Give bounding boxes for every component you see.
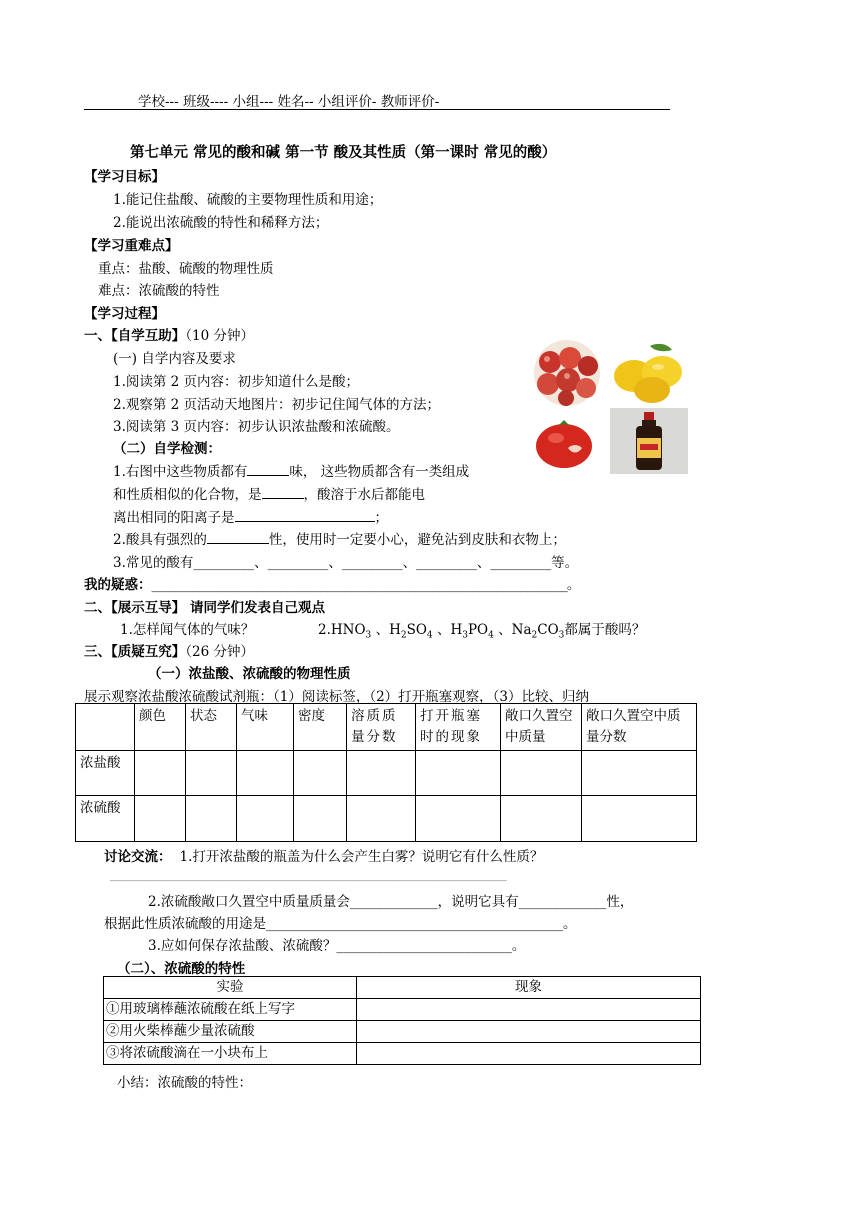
doubt-blank: _______________________________________________________________________。 xyxy=(151,577,580,593)
table-cell[interactable] xyxy=(294,751,347,796)
q1-text-d: ，酸溶于水后都能电 xyxy=(303,487,425,503)
experiment-header: 实验 xyxy=(104,977,357,999)
table-header-cell: 颜色 xyxy=(135,704,186,751)
q1-line1 xyxy=(113,460,469,480)
q2-text-b: 性，使用时一定要小心，避免沾到皮肤和衣物上； xyxy=(268,532,566,548)
table-header-row xyxy=(76,704,697,751)
table-header-cell: 敞口久置空中质量 xyxy=(501,704,582,751)
discuss-line-1 xyxy=(104,845,543,865)
part1-sub2: （二）自学检测： xyxy=(113,441,221,457)
discuss-q2b: 根据此性质浓硫酸的用途是____________________________________________。 xyxy=(104,916,577,932)
discuss-answer-line-1: ______________________________________________________________________ xyxy=(110,866,506,882)
part3-sub1: （一）浓盐酸、浓硫酸的物理性质 xyxy=(148,666,351,682)
part1-heading: 一、【自学互助】 xyxy=(84,328,186,344)
part2-heading: 二、【展示互导】 请同学们发表自己观点 xyxy=(84,600,325,616)
goals-heading: 【学习目标】 xyxy=(84,169,165,185)
phenomenon-header: 现象 xyxy=(357,977,701,999)
reading-item-2: 2.观察第 2 页活动天地图片：初步记住闻气体的方法； xyxy=(113,397,441,413)
q3-line: 3.常见的酸有_________、_________、_________、_________、_________等。 xyxy=(113,555,579,571)
table-cell[interactable] xyxy=(294,796,347,842)
part3-intro: 展示观察浓盐酸浓硫酸试剂瓶：（1）阅读标签，（2）打开瓶塞观察，（3）比较、归纳 xyxy=(84,689,590,705)
table-cell[interactable] xyxy=(237,751,294,796)
table-cell[interactable] xyxy=(582,751,697,796)
table-header-cell: 密度 xyxy=(294,704,347,751)
table-row xyxy=(76,751,697,796)
table-cell[interactable] xyxy=(186,796,237,842)
part2-q2: $2.HNO_3$ 、$H_2SO_4$ 、$H_3PO_4$ 、$Na_2CO_3$都属于酸吗？ xyxy=(318,622,646,641)
table-cell[interactable] xyxy=(501,796,582,842)
discuss-label: 讨论交流： xyxy=(104,849,172,865)
table-row xyxy=(104,1021,701,1043)
q1-text-c: 和性质相似的化合物，是 xyxy=(113,487,262,503)
q2-blank[interactable] xyxy=(207,531,269,544)
page-title: 第七单元 常见的酸和碱 第一节 酸及其性质（第一课时 常见的酸） xyxy=(130,144,557,161)
table-cell[interactable] xyxy=(347,751,416,796)
table-header-cell: 溶质质量分数 xyxy=(347,704,416,751)
key-points-heading: 【学习重难点】 xyxy=(84,238,179,254)
part3-heading-line xyxy=(84,640,254,660)
hawthorn-fruits-image xyxy=(528,340,606,406)
q1-blank-1[interactable] xyxy=(247,463,289,476)
vinegar-bottle-image xyxy=(610,408,688,474)
discuss-q2: 2.浓硫酸敞口久置空中质量质量会_____________，说明它具有_____________性， xyxy=(148,894,634,910)
phenomenon-cell[interactable] xyxy=(357,1043,701,1065)
process-heading: 【学习过程】 xyxy=(84,306,165,322)
part2-q1: 1.怎样闻气体的气味？ xyxy=(120,622,255,638)
q1-text-a: 1.右图中这些物质都有 xyxy=(113,464,248,480)
lemons-image xyxy=(610,340,688,406)
q2-text-a: 2.酸具有强烈的 xyxy=(113,532,207,548)
table-header-cell: 打开瓶塞时的现象 xyxy=(416,704,501,751)
part1-time: （10 分钟） xyxy=(185,328,254,344)
sulfuric-acid-properties-table xyxy=(103,976,701,1065)
header-rule xyxy=(84,109,670,110)
q1-text-e: 离出相同的阳离子是 xyxy=(113,510,235,526)
q1-line3 xyxy=(113,506,388,526)
summary-line: 小结：浓硫酸的特性： xyxy=(117,1075,252,1091)
table-cell[interactable] xyxy=(501,751,582,796)
experiment-1: ①用玻璃棒蘸浓硫酸在纸上写字 xyxy=(104,999,357,1021)
table-row xyxy=(104,999,701,1021)
discuss-q3: 3.应如何保存浓盐酸、浓硫酸？__________________________。 xyxy=(148,938,526,954)
physical-properties-table xyxy=(75,703,697,842)
experiment-3: ③将浓硫酸滴在一小块布上 xyxy=(104,1043,357,1065)
part3-sub2: （二）、浓硫酸的特性 xyxy=(117,961,246,977)
table-header-cell xyxy=(76,704,135,751)
table-cell[interactable] xyxy=(135,751,186,796)
part3-heading: 三、【质疑互究】 xyxy=(84,644,186,660)
header-fields: 学校--- 班级---- 小组--- 姓名-- 小组评价- 教师评价- xyxy=(138,94,440,110)
q1-text-b: 味， 这些物质都含有一类组成 xyxy=(289,464,470,480)
reading-item-3: 3.阅读第 3 页内容：初步认识浓盐酸和浓硫酸。 xyxy=(113,419,400,435)
goal-item-1: 1.能记住盐酸、硫酸的主要物理性质和用途； xyxy=(113,192,383,208)
row-label-h2so4: 浓硫酸 xyxy=(76,796,135,842)
table-cell[interactable] xyxy=(237,796,294,842)
key-point-difficulty: 难点：浓硫酸的特性 xyxy=(98,283,220,299)
discuss-q1: 1.打开浓盐酸的瓶盖为什么会产生白雾？说明它有什么性质？ xyxy=(179,849,544,865)
row-label-hcl: 浓盐酸 xyxy=(76,751,135,796)
phenomenon-cell[interactable] xyxy=(357,1021,701,1043)
q1-line2 xyxy=(113,483,425,503)
table-cell[interactable] xyxy=(347,796,416,842)
tomato-image xyxy=(528,408,606,474)
q1-blank-2[interactable] xyxy=(262,486,304,499)
table-header-cell: 敞口久置空中质量分数 xyxy=(582,704,697,751)
table-header-row xyxy=(104,977,701,999)
experiment-2: ②用火柴棒蘸少量浓硫酸 xyxy=(104,1021,357,1043)
doubt-line xyxy=(84,573,579,593)
goal-item-2: 2.能说出浓硫酸的特性和稀释方法； xyxy=(113,215,329,231)
table-row xyxy=(104,1043,701,1065)
part3-time: （26 分钟） xyxy=(185,644,254,660)
reading-item-1: 1.阅读第 2 页内容：初步知道什么是酸； xyxy=(113,374,360,390)
table-cell[interactable] xyxy=(582,796,697,842)
doubt-label: 我的疑惑： xyxy=(84,577,152,593)
table-cell[interactable] xyxy=(135,796,186,842)
part1-heading-line xyxy=(84,324,254,344)
q1-blank-3[interactable] xyxy=(235,509,375,522)
table-header-cell: 状态 xyxy=(186,704,237,751)
phenomenon-cell[interactable] xyxy=(357,999,701,1021)
table-header-cell: 气味 xyxy=(237,704,294,751)
table-cell[interactable] xyxy=(416,796,501,842)
key-point-focus: 重点：盐酸、硫酸的物理性质 xyxy=(98,261,274,277)
table-cell[interactable] xyxy=(416,751,501,796)
part1-sub1: (一) 自学内容及要求 xyxy=(113,351,236,367)
q1-text-f: ； xyxy=(374,510,388,526)
q2-line xyxy=(113,528,566,548)
table-row xyxy=(76,796,697,842)
table-cell[interactable] xyxy=(186,751,237,796)
